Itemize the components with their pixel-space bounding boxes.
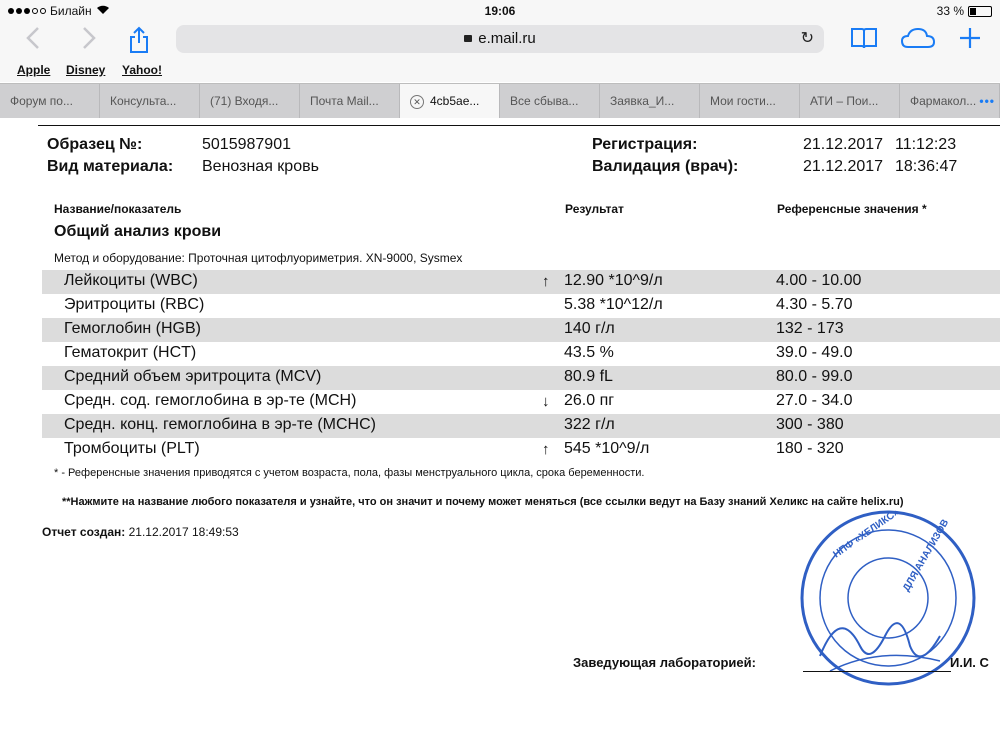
low-arrow-icon: ↓ xyxy=(542,393,550,410)
reference-range: 180 - 320 xyxy=(776,440,844,457)
tab-item[interactable]: Заявка_И... xyxy=(600,84,700,118)
more-tabs-icon[interactable]: ••• xyxy=(979,94,995,108)
indicator-link[interactable]: Средний объем эритроцита (MCV) xyxy=(64,368,322,385)
indicator-link[interactable]: Тромбоциты (PLT) xyxy=(64,440,200,457)
table-row xyxy=(42,414,1000,438)
column-name-header: Название/показатель xyxy=(54,202,182,216)
browser-toolbar xyxy=(0,22,1000,58)
lock-icon xyxy=(464,35,472,42)
material-value: Венозная кровь xyxy=(202,158,319,175)
tab-bar xyxy=(0,83,1000,119)
results-table xyxy=(42,270,1000,462)
table-row xyxy=(42,390,1000,414)
validation-date: 21.12.2017 xyxy=(803,158,884,175)
result-value: 140 г/л xyxy=(564,320,615,337)
table-row xyxy=(42,318,1000,342)
share-button[interactable] xyxy=(128,26,150,58)
created-value: 21.12.2017 18:49:53 xyxy=(128,525,239,539)
tab-item[interactable]: (71) Входя... xyxy=(200,84,300,118)
result-value: 80.9 fL xyxy=(564,368,613,385)
bookmark-disney[interactable]: Disney xyxy=(66,63,106,77)
registration-label: Регистрация: xyxy=(592,136,698,153)
reload-icon[interactable]: ↻ xyxy=(800,30,814,47)
signature-line xyxy=(803,671,951,672)
reference-footnote: * - Референсные значения приводятся с учетом возраста, пола, фазы менструального цикла, срока беременности. xyxy=(54,467,645,479)
reference-range: 80.0 - 99.0 xyxy=(776,368,853,385)
tab-item[interactable]: АТИ – Пои... xyxy=(800,84,900,118)
table-row xyxy=(42,438,1000,462)
tab-item[interactable]: Все сбыва... xyxy=(500,84,600,118)
bookmark-yahoo[interactable]: Yahoo! xyxy=(122,63,163,77)
indicator-link[interactable]: Гемоглобин (HGB) xyxy=(64,320,201,337)
battery-icon xyxy=(968,6,992,17)
clock: 19:06 xyxy=(484,4,516,18)
tab-item[interactable]: Мои гости... xyxy=(700,84,800,118)
bookmarks-button[interactable] xyxy=(850,26,878,54)
result-value: 43.5 % xyxy=(564,344,614,361)
bookmarks-bar xyxy=(0,58,1000,82)
cloud-tabs-button[interactable] xyxy=(900,26,936,54)
reference-range: 132 - 173 xyxy=(776,320,844,337)
tab-item[interactable]: Фармакол... ••• xyxy=(900,84,1000,118)
battery-percent: 33 % xyxy=(936,4,964,18)
close-tab-icon[interactable]: ✕ xyxy=(410,95,424,109)
table-row xyxy=(42,366,1000,390)
reference-range: 4.30 - 5.70 xyxy=(776,296,853,313)
tab-item[interactable]: Консульта... xyxy=(100,84,200,118)
new-tab-button[interactable] xyxy=(958,26,982,54)
registration-date: 21.12.2017 xyxy=(803,136,884,153)
svg-text:НПФ «ХЕЛИКС»: НПФ «ХЕЛИКС» xyxy=(831,506,902,561)
reference-range: 39.0 - 49.0 xyxy=(776,344,853,361)
table-row xyxy=(42,270,1000,294)
report-created xyxy=(42,525,239,539)
head-label: Заведующая лабораторией: xyxy=(573,655,756,670)
reference-range: 27.0 - 34.0 xyxy=(776,392,853,409)
result-value: 5.38 *10^12/л xyxy=(564,296,663,313)
result-value: 26.0 пг xyxy=(564,392,615,409)
lab-report xyxy=(0,118,1000,750)
result-value: 12.90 *10^9/л xyxy=(564,272,663,289)
reference-range: 300 - 380 xyxy=(776,416,844,433)
method-text: Метод и оборудование: Проточная цитофлуориметрия. XN-9000, Sysmex xyxy=(54,251,463,265)
created-label: Отчет создан: xyxy=(42,525,126,539)
links-footnote: **Нажмите на название любого показателя и узнайте, что он значит и почему может меняться (все ссылки ведут на Базу знаний Хеликс на сайте helix.ru) xyxy=(62,496,904,508)
table-row xyxy=(42,342,1000,366)
high-arrow-icon: ↑ xyxy=(542,441,550,458)
tab-item[interactable]: Форум по... xyxy=(0,84,100,118)
reference-range: 4.00 - 10.00 xyxy=(776,272,862,289)
tab-item[interactable]: Почта Mail... xyxy=(300,84,400,118)
url-text: e.mail.ru xyxy=(478,30,536,47)
section-title: Общий анализ крови xyxy=(54,223,222,240)
table-row xyxy=(42,294,1000,318)
head-name: И.И. С xyxy=(950,655,989,670)
indicator-link[interactable]: Лейкоциты (WBC) xyxy=(64,272,198,289)
status-bar xyxy=(0,0,1000,22)
svg-text:ДЛЯ АНАЛИЗОВ: ДЛЯ АНАЛИЗОВ xyxy=(901,517,952,594)
validation-time: 18:36:47 xyxy=(895,158,958,175)
registration-time: 11:12:23 xyxy=(895,136,957,153)
result-value: 322 г/л xyxy=(564,416,615,433)
validation-label: Валидация (врач): xyxy=(592,158,739,175)
high-arrow-icon: ↑ xyxy=(542,273,550,290)
back-button[interactable] xyxy=(26,26,40,54)
indicator-link[interactable]: Средн. сод. гемоглобина в эр-те (MCH) xyxy=(64,392,357,409)
indicator-link[interactable]: Гематокрит (HCT) xyxy=(64,344,197,361)
column-result-header: Результат xyxy=(565,202,624,216)
forward-button[interactable] xyxy=(82,26,96,54)
sample-label: Образец №: xyxy=(47,136,143,153)
column-ref-header: Референсные значения * xyxy=(777,202,927,216)
indicator-link[interactable]: Эритроциты (RBC) xyxy=(64,296,205,313)
tab-item-active[interactable]: ✕ 4cb5ae... xyxy=(400,84,500,118)
bookmark-apple[interactable]: Apple xyxy=(17,63,51,77)
indicator-link[interactable]: Средн. конц. гемоглобина в эр-те (MCHC) xyxy=(64,416,376,433)
result-value: 545 *10^9/л xyxy=(564,440,650,457)
carrier-name: Билайн xyxy=(50,4,92,18)
material-label: Вид материала: xyxy=(47,158,174,175)
header-divider xyxy=(38,125,1000,126)
address-bar[interactable] xyxy=(176,25,824,53)
sample-value: 5015987901 xyxy=(202,136,291,153)
